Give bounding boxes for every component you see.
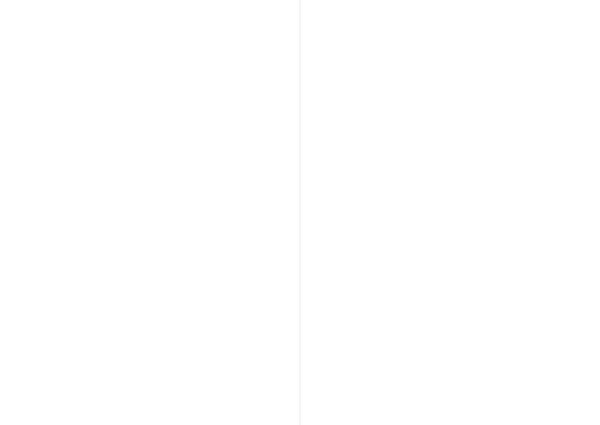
left-page-text: [40, 38, 292, 378]
right-page: [310, 38, 562, 378]
right-page-text: [310, 38, 562, 378]
book-gutter: [299, 0, 301, 425]
left-page: [40, 38, 292, 378]
